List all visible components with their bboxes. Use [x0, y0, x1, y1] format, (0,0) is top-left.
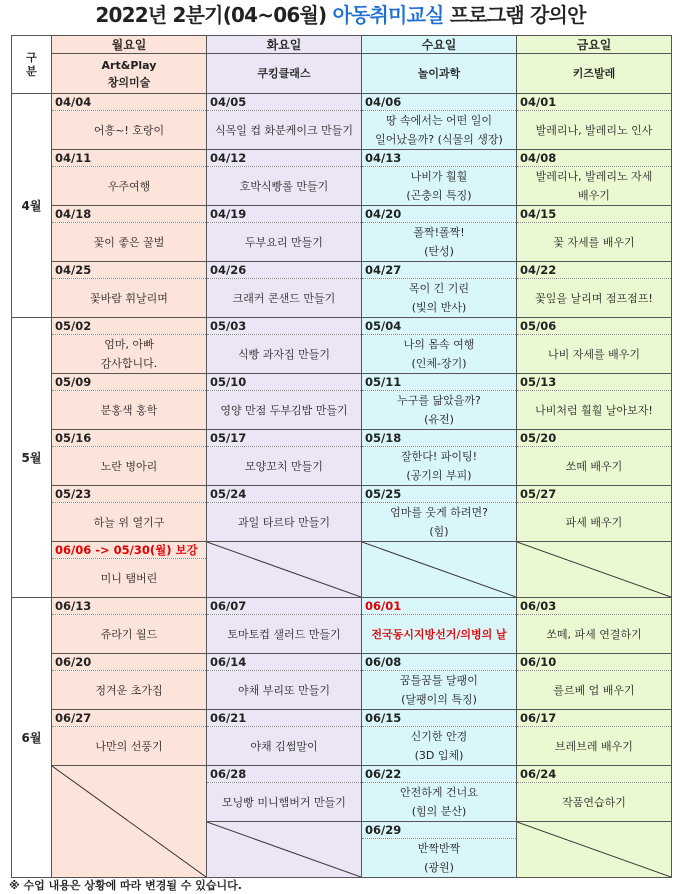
date-row [12, 374, 672, 391]
activity-mon: 분홍색 홍학 [52, 391, 207, 430]
activity-fri: 파세 배우기 [517, 503, 672, 542]
activity-tue: 식목일 컵 화분케이크 만들기 [207, 111, 362, 150]
date-wed: 06/22 [362, 766, 517, 783]
program-name-fri: 키즈발레 [517, 54, 672, 94]
date-wed: 05/04 [362, 318, 517, 335]
date-fri: 04/22 [517, 262, 672, 279]
activity-mon: 나만의 선풍기 [52, 727, 207, 766]
date-wed: 05/25 [362, 486, 517, 503]
activity-wed: 엄마를 웃게 하려면? (힘) [362, 503, 517, 542]
activity-fri: 나비처럼 훨훨 날아보자! [517, 391, 672, 430]
date-tue: 06/07 [207, 598, 362, 615]
empty-cell [517, 542, 672, 598]
date-tue: 04/12 [207, 150, 362, 167]
title-part1: 2022년 2분기(04~06월) [95, 3, 327, 27]
activity-wed: 반짝반짝 (광원) [362, 839, 517, 878]
date-row [12, 94, 672, 111]
program-name-tue: 쿠킹클래스 [207, 54, 362, 94]
day-header-mon: 월요일 [52, 36, 207, 54]
month-may: 5월 [12, 318, 52, 598]
empty-cell [207, 822, 362, 878]
activity-row [12, 503, 672, 542]
empty-cell [517, 822, 672, 878]
activity-tue: 두부요리 만들기 [207, 223, 362, 262]
title-part2: 프로그램 강의안 [449, 3, 586, 27]
date-fri: 04/15 [517, 206, 672, 223]
activity-tue: 영양 만점 두부김밥 만들기 [207, 391, 362, 430]
activity-mon: 꽃바람 휘날리며 [52, 279, 207, 318]
date-tue: 06/21 [207, 710, 362, 727]
date-row [12, 710, 672, 727]
activity-tue: 과일 타르타 만들기 [207, 503, 362, 542]
date-tue: 05/17 [207, 430, 362, 447]
activity-row [12, 391, 672, 430]
activity-mon: 우주여행 [52, 167, 207, 206]
activity-row [12, 279, 672, 318]
activity-fri: 쏘떼, 파세 연결하기 [517, 615, 672, 654]
activity-row [12, 447, 672, 486]
activity-tue: 식빵 과자집 만들기 [207, 335, 362, 374]
date-wed: 05/18 [362, 430, 517, 447]
activity-fri: 발레리나, 발레리노 인사 [517, 111, 672, 150]
date-fri: 04/01 [517, 94, 672, 111]
date-wed: 04/06 [362, 94, 517, 111]
date-wed: 05/11 [362, 374, 517, 391]
activity-wed: 땅 속에서는 어떤 일이 일어났을까? (식물의 생장) [362, 111, 517, 150]
date-tue: 04/26 [207, 262, 362, 279]
activity-fri: 꽃 자세를 배우기 [517, 223, 672, 262]
date-mon: 04/04 [52, 94, 207, 111]
activity-fri: 작품연습하기 [517, 783, 672, 822]
activity-fri: 쏘떼 배우기 [517, 447, 672, 486]
date-row [12, 486, 672, 503]
activity-fri: 를르베 업 배우기 [517, 671, 672, 710]
activity-row [12, 727, 672, 766]
activity-row [12, 335, 672, 374]
activity-mon: 미니 탬버린 [52, 559, 207, 598]
activity-fri: 브레브레 배우기 [517, 727, 672, 766]
date-mon: 06/20 [52, 654, 207, 671]
date-tue: 06/28 [207, 766, 362, 783]
activity-tue: 모닝빵 미니햄버거 만들기 [207, 783, 362, 822]
activity-wed: 전국동시지방선거/의병의 날 [362, 615, 517, 654]
date-row [12, 206, 672, 223]
day-header-tue: 화요일 [207, 36, 362, 54]
activity-mon: 어흥~! 호랑이 [52, 111, 207, 150]
date-tue: 05/24 [207, 486, 362, 503]
activity-tue: 토마토컵 샐러드 만들기 [207, 615, 362, 654]
activity-mon: 엄마, 아빠 감사합니다. [52, 335, 207, 374]
activity-mon: 꽃이 좋은 꿀벌 [52, 223, 207, 262]
activity-tue: 야채 부리또 만들기 [207, 671, 362, 710]
page-title [0, 0, 681, 30]
date-fri: 05/20 [517, 430, 672, 447]
month-april: 4월 [12, 94, 52, 318]
empty-cell [52, 766, 207, 878]
activity-wed: 꿈틀꿈틀 달팽이 (달팽이의 특징) [362, 671, 517, 710]
date-tue: 05/03 [207, 318, 362, 335]
date-tue: 04/05 [207, 94, 362, 111]
day-header-wed: 수요일 [362, 36, 517, 54]
date-wed: 04/27 [362, 262, 517, 279]
activity-fri: 나비 자세를 배우기 [517, 335, 672, 374]
activity-wed: 누구를 닮았을까? (유전) [362, 391, 517, 430]
date-fri: 06/17 [517, 710, 672, 727]
activity-mon: 쥬라기 월드 [52, 615, 207, 654]
month-june: 6월 [12, 598, 52, 878]
activity-row [12, 111, 672, 150]
empty-cell [362, 542, 517, 598]
date-row [12, 430, 672, 447]
activity-wed: 나의 몸속 여행 (인체-장기) [362, 335, 517, 374]
date-fri: 06/03 [517, 598, 672, 615]
date-row [12, 766, 672, 783]
date-mon: 05/02 [52, 318, 207, 335]
activity-row [12, 167, 672, 206]
date-row [12, 542, 672, 559]
activity-wed: 나비가 훨훨 (곤충의 특징) [362, 167, 517, 206]
date-mon: 06/13 [52, 598, 207, 615]
activity-tue: 크래커 콘샌드 만들기 [207, 279, 362, 318]
date-tue: 06/14 [207, 654, 362, 671]
activity-wed: 폴짝!폴짝! (탄성) [362, 223, 517, 262]
date-fri: 05/06 [517, 318, 672, 335]
date-fri: 05/27 [517, 486, 672, 503]
activity-row [12, 223, 672, 262]
program-name-mon: Art&Play 창의미술 [52, 54, 207, 94]
date-row [12, 654, 672, 671]
activity-wed: 잘한다! 파이팅! (공기의 부피) [362, 447, 517, 486]
program-name-wed: 놀이과학 [362, 54, 517, 94]
date-row [12, 598, 672, 615]
activity-row [12, 671, 672, 710]
date-mon: 05/23 [52, 486, 207, 503]
program-row [12, 54, 672, 94]
date-tue: 04/19 [207, 206, 362, 223]
date-wed: 04/13 [362, 150, 517, 167]
footnote: ※ 수업 내용은 상황에 따라 변경될 수 있습니다. [9, 879, 242, 892]
activity-mon: 하늘 위 열기구 [52, 503, 207, 542]
date-fri: 06/10 [517, 654, 672, 671]
activity-mon: 노란 병아리 [52, 447, 207, 486]
empty-cell [207, 542, 362, 598]
date-mon: 06/06 -> 05/30(월) 보강 [52, 542, 207, 559]
date-row [12, 318, 672, 335]
date-fri: 06/24 [517, 766, 672, 783]
activity-wed: 안전하게 건너요 (힘의 분산) [362, 783, 517, 822]
date-mon: 06/27 [52, 710, 207, 727]
date-wed: 06/29 [362, 822, 517, 839]
activity-wed: 신기한 안경 (3D 입체) [362, 727, 517, 766]
activity-wed: 목이 긴 기린 (빛의 반사) [362, 279, 517, 318]
date-wed: 06/08 [362, 654, 517, 671]
activity-fri: 발레리나, 발레리노 자세 배우기 [517, 167, 672, 206]
title-highlight: 아동취미교실 [332, 3, 444, 27]
activity-mon: 정겨운 초가집 [52, 671, 207, 710]
activity-fri: 꽃잎을 날리며 점프점프! [517, 279, 672, 318]
gubun-label: 구 분 [12, 36, 52, 94]
activity-tue: 모양꼬치 만들기 [207, 447, 362, 486]
date-row [12, 150, 672, 167]
date-wed: 04/20 [362, 206, 517, 223]
activity-tue: 호박식빵롤 만들기 [207, 167, 362, 206]
schedule-table [11, 35, 672, 878]
date-row [12, 262, 672, 279]
date-fri: 04/08 [517, 150, 672, 167]
date-mon: 04/25 [52, 262, 207, 279]
date-mon: 04/11 [52, 150, 207, 167]
activity-tue: 야채 김썸말이 [207, 727, 362, 766]
day-header-fri: 금요일 [517, 36, 672, 54]
date-mon: 05/09 [52, 374, 207, 391]
date-wed: 06/01 [362, 598, 517, 615]
date-tue: 05/10 [207, 374, 362, 391]
date-mon: 05/16 [52, 430, 207, 447]
activity-row [12, 615, 672, 654]
header-row [12, 36, 672, 54]
date-mon: 04/18 [52, 206, 207, 223]
date-fri: 05/13 [517, 374, 672, 391]
date-wed: 06/15 [362, 710, 517, 727]
